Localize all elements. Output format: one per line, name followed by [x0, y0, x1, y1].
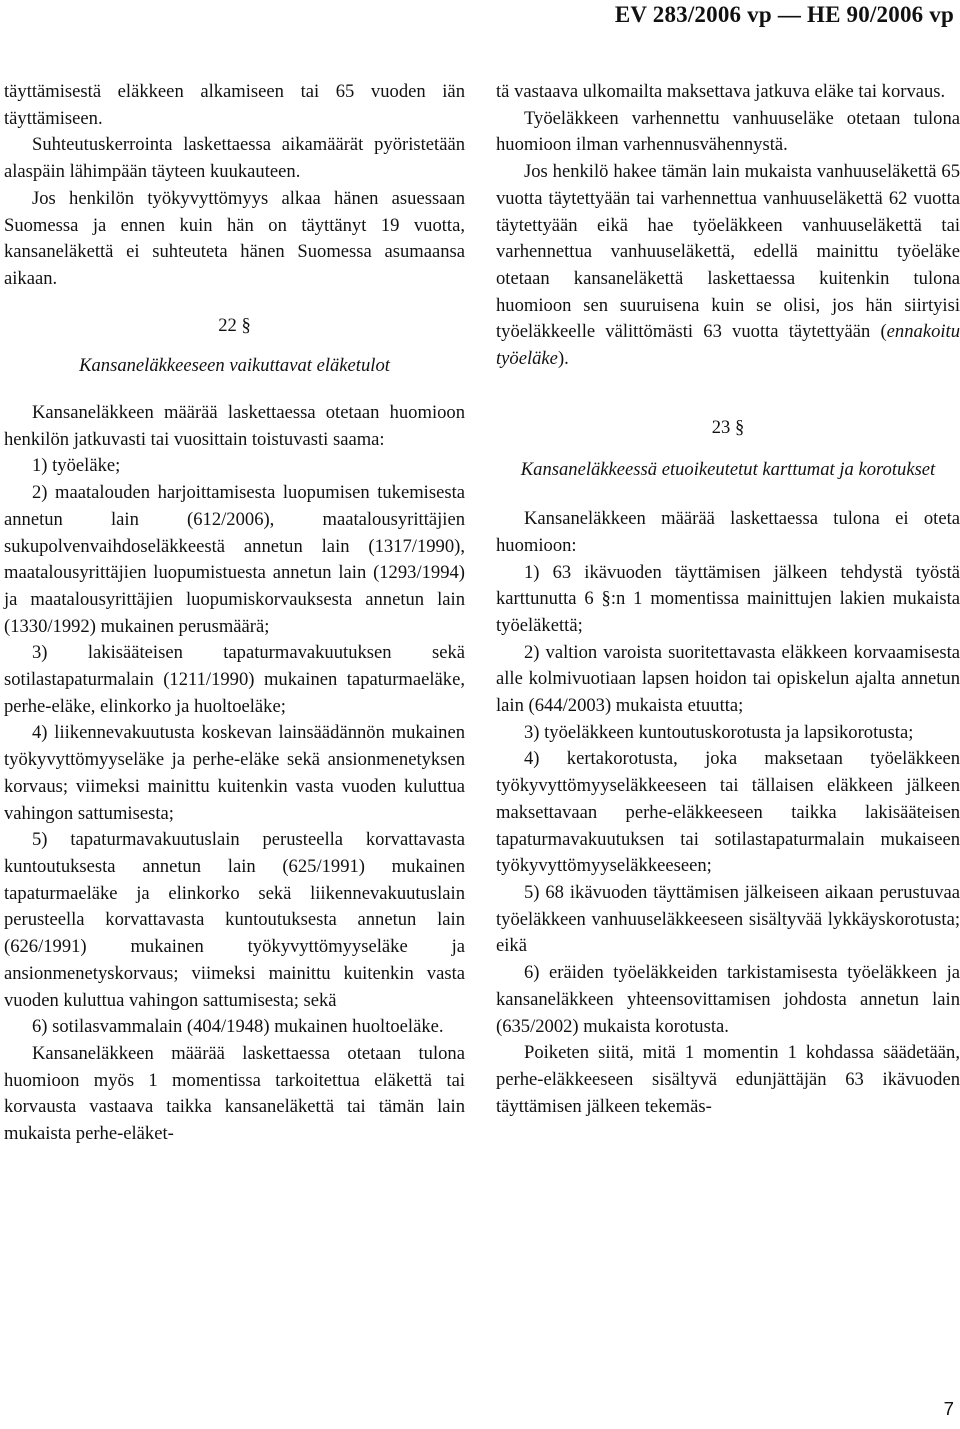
list-item: 2) valtion varoista suoritettavasta eläkkeen korvaamisesta alle kolmivuotiaan lapsen hoidon tai opiskelun ajalta annetun lain (644/2003) mukaista etuutta; — [496, 641, 960, 717]
paragraph: täyttämisestä eläkkeen alkamiseen tai 65 vuoden iän täyttämiseen. — [4, 81, 465, 129]
paragraph: Työeläkkeen varhennettu vanhuuseläke otetaan tulona huomioon ilman varhennusvähennystä. — [496, 107, 960, 156]
section-title-23: Kansaneläkkeessä etuoikeutetut karttumat ja korotukset — [520, 459, 936, 481]
list-item: 3) lakisääteisen tapaturmavakuutuksen sekä sotilastapaturmalain (1211/1990) mukainen tapaturmaeläke, perhe-eläke, elinkorko ja huoltoeläke; — [4, 642, 465, 717]
list-item: 3) työeläkkeen kuntoutuskorotusta ja lapsikorotusta; — [524, 721, 914, 743]
italic-term: ennakoitu työeläke — [496, 321, 960, 370]
paragraph: Kansaneläkkeen määrää laskettaessa otetaan huomioon henkilön jatkuvasti tai vuosittain toistuvasti saama: — [4, 402, 465, 450]
list-item: 6) sotilasvammalain (404/1948) mukainen huoltoeläke. — [32, 1016, 444, 1038]
paragraph-text: ). — [557, 348, 569, 370]
running-header: EV 283/2006 vp — HE 90/2006 vp — [614, 2, 954, 27]
section-number-23: 23 § — [711, 416, 745, 438]
list-item: 1) työeläke; — [32, 455, 121, 477]
paragraph: Kansaneläkkeen määrää laskettaessa tulona ei oteta huomioon: — [496, 508, 960, 556]
section-number-22: 22 § — [218, 314, 251, 336]
section-title-22: Kansaneläkkeeseen vaikuttavat eläketulot — [79, 355, 390, 377]
list-item: 5) tapaturmavakuutuslain perusteella korvattavasta kuntoutuksesta annetun lain (625/1991) mukainen tapaturmaeläke ja elinkorko sekä liikennevakuutuslain perusteella korvattavasta kuntoutuksesta annetun lain (626/1991) mukainen työkyvyttömyyseläke ja ansionmenetyskorvaus; viimeksi mainittu kuitenkin vasta vuoden kuluttua vahingon sattumisesta; sekä — [4, 829, 465, 1011]
paragraph: Jos henkilön työkyvyttömyys alkaa hänen asuessaan Suomessa ja ennen kuin hän on täyttänyt 19 vuotta, kansaneläkettä ei suhteuteta hänen Suomessa asumaansa aikaan. — [4, 187, 465, 289]
page-number: 7 — [943, 1398, 954, 1419]
list-item: 6) eräiden työeläkkeiden tarkistamisesta työeläkkeen ja kansaneläkkeen yhteensovittamisen johdosta annetun lain (635/2002) mukaista korotusta. — [496, 962, 960, 1037]
paragraph: Suhteutuskerrointa laskettaessa aikamäärät pyöristetään alaspäin lähimpään täyteen kuukauteen. — [4, 134, 465, 183]
paragraph: tä vastaava ulkomailta maksettava jatkuva eläke tai korvaus. — [496, 81, 946, 102]
paragraph-text: Jos henkilö hakee tämän lain mukaista vanhuuseläkettä 65 vuotta täytettyään tai varhennettua vanhuuseläkettä 62 vuotta täytettyään eikä hae työeläkkeen vanhuuseläkettä tai varhennettua vanhuuseläkettä, edellä mainittu työeläke otetaan kansaneläkettä laskettaessa kuitenkin tulona huomioon sen suuruisena kuin se olisi, jos hän siirtyisi työeläkkeelle välittömästi 63 vuotta täytettyään ( — [496, 161, 960, 343]
paragraph: Poiketen siitä, mitä 1 momentin 1 kohdassa säädetään, perhe-eläkkeeseen sisältyvä edunjättäjän 63 ikävuoden täyttämisen jälkeen tekemäs- — [496, 1042, 960, 1117]
list-item: 1) 63 ikävuoden täyttämisen jälkeen tehdystä työstä karttunutta 6 §:n 1 momentissa mainittujen lakien mukaista työeläkettä; — [496, 561, 960, 636]
list-item: 4) liikennevakuutusta koskevan lainsäädännön mukainen työkyvyttömyyseläke ja perhe-eläke sekä ansionmenetyksen korvaus; viimeksi mainittu kuitenkin vasta vuoden kuluttua vahingon sattumisesta; — [4, 722, 465, 824]
paragraph: Kansaneläkkeen määrää laskettaessa otetaan tulona huomioon myös 1 momentissa tarkoitettua eläkettä tai korvausta vastaava taikka kansaneläkettä tai tämän lain mukaista perhe-eläket- — [4, 1042, 465, 1145]
left-column — [4, 79, 465, 1148]
list-item: 5) 68 ikävuoden täyttämisen jälkeiseen aikaan perustuvaa työeläkkeen vanhuuseläkkeeseen sisältyvää lykkäyskorotusta; eikä — [496, 881, 960, 957]
list-item: 2) maatalouden harjoittamisesta luopumisen tukemisesta annetun lain (612/2006), maatalousyrittäjien sukupolvenvaihdoseläkkeestä annetun lain (1317/1990), maatalousyrittäjien luopumistuesta annetun lain (1293/1994) ja maatalousyrittäjien luopumiskorvauksesta annetun lain (1330/1992) mukainen perusmäärä; — [4, 482, 465, 637]
right-column — [496, 79, 960, 1120]
list-item: 4) kertakorotusta, joka maksetaan työeläkkeen työkyvyttömyyseläkkeeseen tai tällaisen eläkkeen jälkeen maksettavaan perhe-eläkkeeseen taikka lakisääteisen tapaturmavakuutuksen tai sotilastapaturmalain mukaiseen työkyvyttömyyseläkkeeseen; — [496, 748, 960, 877]
paragraph — [496, 159, 960, 373]
